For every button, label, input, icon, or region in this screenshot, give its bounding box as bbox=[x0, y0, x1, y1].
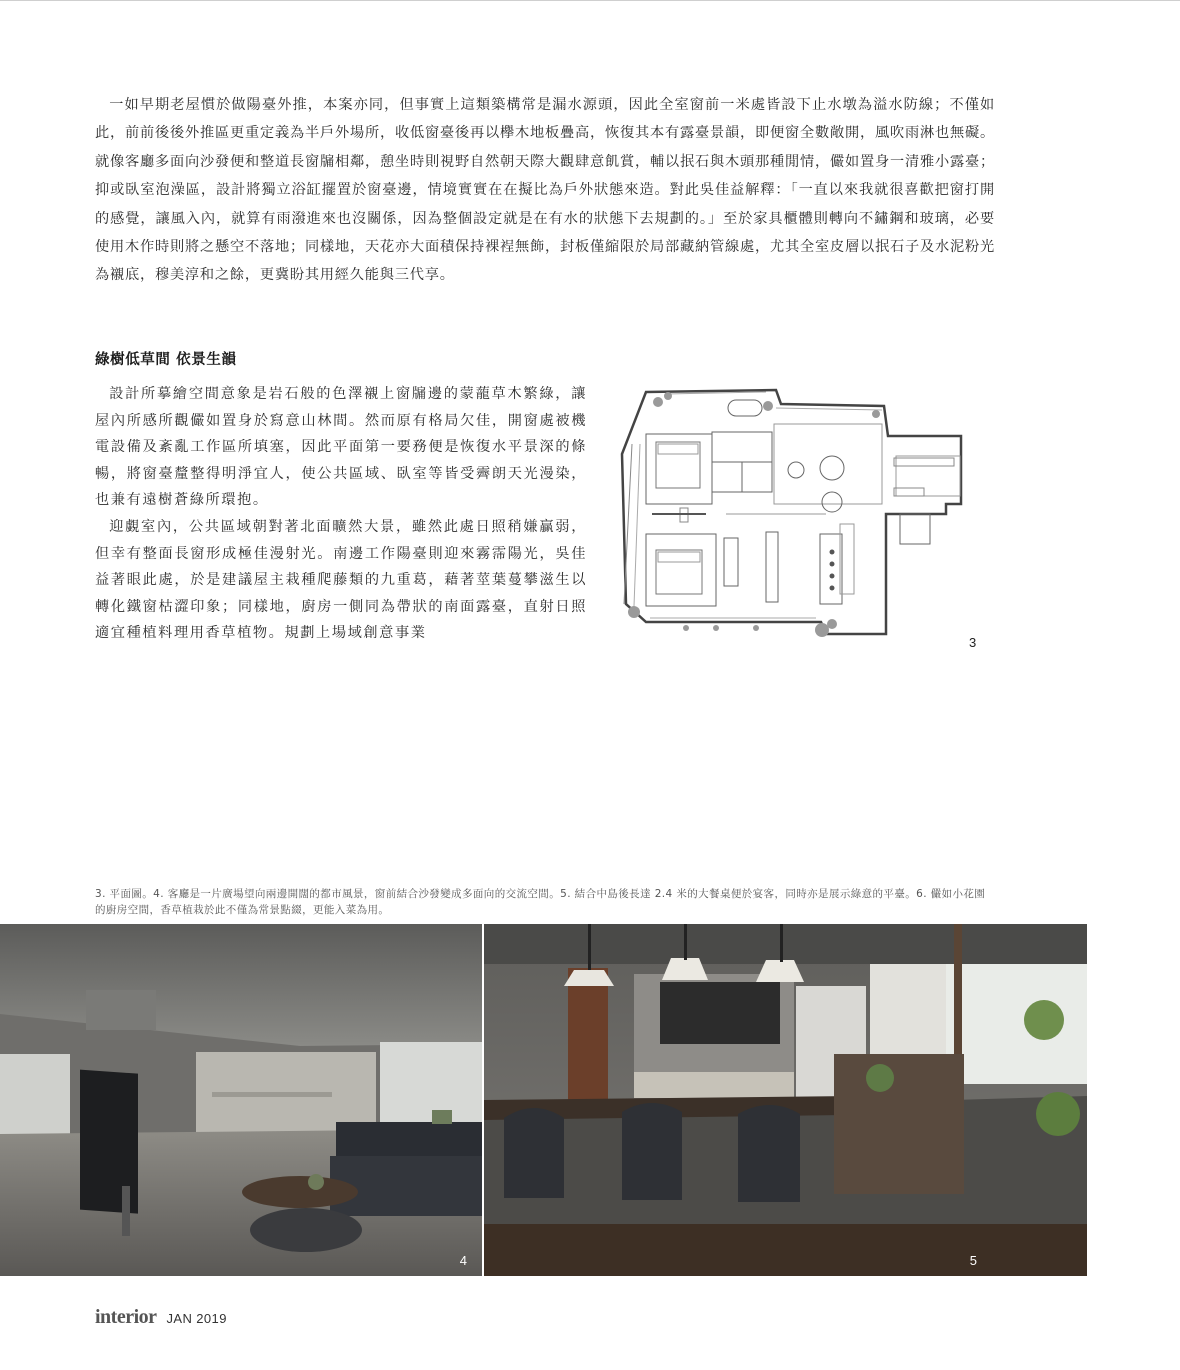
photo-living-room bbox=[0, 924, 482, 1276]
body-paragraph-2: 迎覷室內，公共區域朝對著北面曠然大景，雖然此處日照稍嫌贏弱，但幸有整面長窗形成極佳漫射光。南邊工作陽臺則迎來霧霈陽光，吳佳益著眼此處，於是建議屋主栽種爬藤類的九重葛，藉著莖葉蔓攀滋生以轉化鐵窗枯澀印象；同樣地，廚房一側同為帶狀的南面露臺，直射日照適宜種植料理用香草植物。規劃上場域創意事業 bbox=[95, 518, 587, 642]
body-column bbox=[95, 381, 587, 647]
page-footer bbox=[95, 1306, 227, 1329]
intro-paragraph: 一如早期老屋慣於做陽臺外推，本案亦同，但事實上這類築構常是漏水源頭，因此全室窗前一米處皆設下止水墩為溢水防線；不僅如此，前前後後外推區更重定義為半戶外場所，收低窗臺後再以欅木地板疊高，恢復其本有露臺景韻，即便窗全數敞開，風吹雨淋也無礙。就像客廳多面向沙發便和整道長窗牖相鄰，憩坐時則視野自然朝天際大觀肆意飢賞，輔以抿石與木頭那種閒情，儼如置身一清雅小露臺；抑或臥室泡澡區，設計將獨立浴缸擺置於窗臺邊，情境實實在在擬比為戶外狀態來造。對此吳佳益解釋：「一直以來我就很喜歡把窗打開的感覺，讓風入內，就算有雨潑進來也沒關係，因為整個設定就是在有水的狀態下去規劃的。」至於家具櫃體則轉向不鏽鋼和玻璃，必要使用木作時則將之懸空不落地；同樣地，天花亦大面積保持裸裎無飾，封板僅縮限於局部藏納管線處，尤其全室皮層以抿石子及水泥粉光為襯底，穆美淳和之餘，更冀盼其用經久能與三代享。 bbox=[95, 97, 995, 284]
figure-number-5: 5 bbox=[969, 1253, 977, 1268]
figure-caption: 3. 平面圖。4. 客廳是一片廣場望向兩邊開闊的都市風景，窗前結合沙發變成多面向的交流空間。5. 結合中島後長達 2.4 米的大餐桌便於宴客，同時亦是展示綠意的平臺。6. 儼如小花園的廚房空間，香草植栽於此不僅為常景點綴，更能入菜為用。 bbox=[95, 888, 986, 916]
section-heading: 綠樹低草間 依景生韻 bbox=[95, 352, 237, 368]
figure-number-4: 4 bbox=[459, 1253, 467, 1268]
photo-dining-kitchen bbox=[484, 924, 1087, 1276]
figure-number-3: 3 bbox=[969, 635, 977, 650]
body-paragraph-1: 設計所摹繪空間意象是岩石般的色澤襯上窗牖邊的蒙蘢草木繁綠，讓屋內所感所觀儼如置身於寫意山林間。然而原有格局欠佳，開窗處被機電設備及紊亂工作區所填塞，因此平面第一要務便是恢復水平景深的條暢，將窗臺釐整得明淨宜人，使公共區域、臥室等皆受霽朗天光漫染，也兼有遠樹蒼綠所環抱。 bbox=[95, 386, 587, 509]
floor-plan-drawing bbox=[606, 384, 968, 656]
magazine-logo: interior bbox=[95, 1306, 157, 1328]
issue-date: JAN 2019 bbox=[166, 1311, 227, 1326]
top-rule bbox=[0, 0, 1180, 1]
